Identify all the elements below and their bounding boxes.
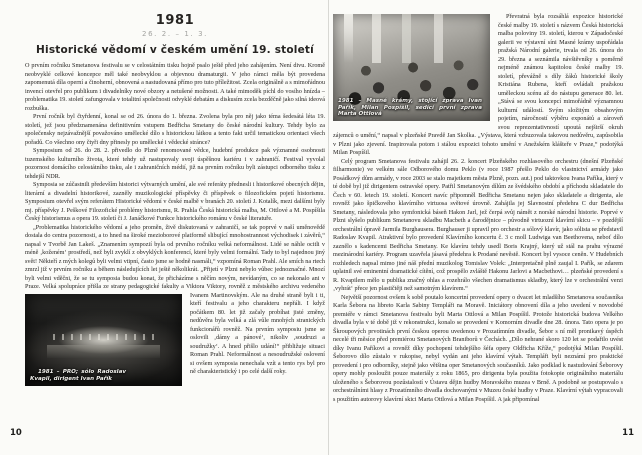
page-header xyxy=(25,13,325,56)
orchestra-concert-photo xyxy=(25,294,182,386)
photo-caption: 1981 – PRO; sólo Radoslav Kvapil, dirigent Ivan Pařík xyxy=(30,369,126,382)
page-number: 11 xyxy=(622,428,634,438)
paragraph-text: rovněž z městského archivu vedeného Ivanem Martinovským. Ale na druhé straně byli i ti, kteří festivalu a jeho charakteru nepřáli. I když počátkem 80. let již začaly probíhat jisté změny, nedůvěra byla velká a zlá vůle mnohých stranických funkcionářů rovněž. Na prvním symposiu jsme se oslovili ‚dámy a pánové‘, nikoliv ‚soudruzi a soudružky‘. A hned přišlo udání!“ přibližuje situaci Roman Prahl. Neformálnost a nesoudružské oslovení si ovšem symposia nenechala vzít a tento rys byl pro ně charakteristický i po celé další roky. xyxy=(190,283,326,375)
paragraph xyxy=(25,223,326,382)
paragraph: Největší pozornost ovšem k sobě poutalo koncertní provedení opery o dvacet let mladšího Smetanova současníka Karla Šebora na libreto Karla Sabiny Templáři na Moravě. Iniciátory obnovení díla a jeho uvedení v novodobé premiéře v rámci Smetanova festivalu byli Marta Ottlová a Milan Pospíšil. Protože historická budova Velkého divadla byla v té době již v rekonstrukci, konalo se provedení v Komorním divadle dne 28. února. Tato opera je po Škroupových prvotinách první českou operou uvedenou v Prozatímním divadle, Šebor s ní měl pronikavý úspěch necelé tři měsíce před premiérou Smetanových Braniborů v Čechách. „Dílo nehrané skoro 120 let se podařilo uvést díky Ivanu Paříkovi a rovněž díky pochopení tehdejšího šéfa opery Oldřicha Kříže,“ podotýká Milan Pospíšil. Šeborovo dílo zůstalo v rukopise, nebyl vydán ani jeho klavírní výtah. Templáři byli neznámí pro praktické provedení i pro odborníky, stejně jako většina oper Smetanových současníků. Jako podklad k nastudování Šeborovy opery mohly posloužit pouze materiály z roku 1865, pro dirigenta byla použita fotokopie originálního materiálu uloženého s Šeborovou pozůstalostí v Ústavu dějin hudby Moravského muzea v Brně. A podobně se postupovalo s orchestrálními hlasy z Prozatímního divadla dochovanými v Muzeu české hudby v Praze. Klavírní výtah vypracovali s použitím autorovy klavírní skici Marta Ottlová a Milan Pospíšil. A jak připomínal xyxy=(333,293,623,403)
paragraph: O prvním ročníku Smetanova festivalu se v celostátním tisku hojně psalo ještě před jeho zahájením. Není divu. Kromě neobvyklé celkové koncepce měl také neobvyklou a objevnou dramaturgii. V jeho rámci měla být provedena zapomenutá díla operní a činoherní, obnovená a nastudovaná přímo pro tuto příležitost. Zcela originálně a s mimořádnou invencí otevřel pro publikum i divadelníky nové obzory a netušené možnosti. A také mimoděk píchl do vosího hnízda – problematika 19. století zafungovala v totalitní společnosti odvyklé debatám a diskusím zcela bezděčně jako silná ideová rozbuška. xyxy=(25,62,325,112)
page-number: 10 xyxy=(10,428,22,438)
photo-caption: 1981 – Masné krámy, stojící zprava Ivan Pařík, Milan Pospíšil, sedící první zprava Marta Ottlová xyxy=(338,98,482,118)
date-range: 26. 2. – 1. 3. xyxy=(142,30,208,38)
paragraph: Symposia se zúčastnili především historici výtvarných umění, ale své referáty přednesli i historikové obecných dějin, literární a divadelní historikové, zazněly muzikologické příspěvky či příspěvek o filozofickém pojetí historismu. Symposium otevřel svým referátem Historické vědomí v české malbě v branách 20. století J. Kotalík, mezi dalšími byly mj. příspěvky J. Peškové Filozofické problémy historismu, R. Prahla Česká historická malba, M. Ottlové a M. Pospíšila Český historismus a opera 19. století či J. Janáčkové Funkce historického románu v české literatuře. xyxy=(25,181,325,222)
right-page-body xyxy=(333,13,623,404)
paragraph: Symposium od 26. do 28. 2. přivedlo do Plzně renomované vědce, hudební produkce pak významné osobnosti tuzemského kulturního života, které tehdy už nastupovaly svoji úspěšnou kariéru i v zahraničí. Festival vyvolal pozornost domácího celostátního tisku, ale i zahraničních médií, již na prvním ročníku byli zástupci odborného tisku z tehdejší NDR. xyxy=(25,147,325,180)
paragraph: Převratná byla rozsáhlá expozice historické české malby 19. století s názvem Česká historická malba poloviny 19. století, kterou v Západočeské galerii ve výstavní síni Masné krámy uspořádala pražská Národní galerie, trvala od 26. února do 29. března a seznámila návštěvníky s poměrně nejméně známou kapitolou české malby 19. století, převážně s díly žáků historické školy Kristiána Rubena, kteří ovládali pražskou uměleckou scénu až do nástupu generace 80. let. „Stává se svou koncepcí mimořádně významnou kulturní událostí. Svým složitým obsahovým pojetím, náročností výběru exponátů a zároveň svou reprezentativností upoutá nejširší okruh zájemců o umění,“ napsal v plzeňské Pravdě Jan Skolka. „Výstava, která vzbuzovala takovou nedůvěru, zapůsobila v Plzni jako zjevení. Inspirovala potom i stálou expozici tohoto umění v Anežském klášteře v Praze,“ podotýká Milan Pospíšil. xyxy=(333,13,623,156)
paragraph-text: „Problematika historického vědomí a jeho proměn, živě diskutovaná v zahraničí, se tak poprvé v naší uměnovědě dostala do centra pozornosti, a to hned na široké mezioborové platformě slibující mnohostrannost východisek i závěrů,“ napsal v Tvorbě Jan Lakeš. „Znamením sympozií byla od prvního ročníku velká neformálnost. Lidé se náhle ocitli v méně ‚koženém‘ prostředí, než byli zvyklí z obvyklých konferencí, které byly velmi formální. Tady to byl najednou jiný svět! Někteří z mých kolegů byli velmi vtipní, často jsme se hodně nasmáli,“ vzpomíná Roman Prahl. Ale smích na rtech zmrzl již v prvním ročníku a během následujících let ještě několikrát. „Přijetí v Plzni nebylo vůbec jednoznačné. Mnozí byli velmi vděčni, že se tu symposia budou konat, že přicházíme s něčím novým, nevídaným, co se nekonalo ani v Praze. Velká spolupráce přišla ze strany pedagogické fakulty a Viktora Viktory, xyxy=(25,223,325,290)
paragraph: První ročník byl čtyřdenní, konal se od 26. února do 1. března. Zvolena byla pro něj jako téma šedesátá léta 19. století, jež jsou předznamenána definitivním vstupem Bedřicha Smetany do české národní kultury. Tehdy bylo za společensky nejzávažnější považováno umělecké dílo s historickou látkou a tento fakt určil tematickou orientaci všech pořadů. Co všechno ony čtyři dny přinesly po umělecké i vědecké stránce? xyxy=(25,113,325,146)
left-page-body xyxy=(25,62,325,387)
paragraph: Celý program Smetanova festivalu zahájil 26. 2. koncert Plzeňského rozhlasového orchestru (dnešní Plzeňské filharmonie) ve velkém sále Odborového domu Peklo (v roce 1987 přešlo Peklo do vlastnictví armády jako Posádkový dům armády, v roce 2003 se stalo majetkem města Plzně, pozn. aut.) pod taktovkou Ivana Paříka, který v té době byl již dirigentem ostravské opery. Patřil Smetanovým dílům ze švédského období a příchodu skladatele do Čech v 60. letech 19. století. Koncert navíc připomněl Bedřicha Smetanu nejen jako skladatele a dirigenta, ale rovněž jako špičkového klavírního virtuosa světové úrovně. Zahájila jej Slavnostní předehra C dur Bedřicha Smetany, následovala jeho symfonická báseň Hakon Jarl, jež čerpá svůj námět z norské národní historie. Poprvé v Plzni slyšelo publikum Smetanovu skladbu Macbeth a čarodějnice – původně virtuozní klavírní skicu – v pozdější orchestrální úpravě Jarmila Burghausera. Burghauser ji upravil pro orchestr a sólový klavír, jako sólista se představil Radoslav Kvapil. Atraktivní bylo provedení Klavírního koncertu č. 3 c moll Ludwiga van Beethovena, neboť dílo zaznělo s kadencemi Bedřicha Smetany. Ke klavíru tehdy usedl Boris Krajný, který už stál na prahu výrazné mezinárodní kariéry. Program uzavřela jásavá předehra k Prodané nevěstě. Koncert byl vysoce ceněn. V Hudebních rozhledech napsal mimo jiné náš přední muzikolog Tomislav Volek: „Interpretačně plně zaujal I. Pařík, se zdarem uplatnil své eminentní dramatické cítění, což prospělo zvláště Hakonu Jarlovi a Macbethovi… plzeňské provedení s R. Kvapilem mělo u publika značný ohlas a rozehrálo všechen dramatismus skladby, který lze v orchestrální verzi ‚vyhrát‘ přece jen plastičtěji než samotným klavírem.“ xyxy=(333,157,623,292)
chapter-heading: Historické vědomí v českém umění 19. století xyxy=(36,44,314,56)
year-title: 1981 xyxy=(155,13,195,28)
right-page xyxy=(329,0,642,455)
audience-photo xyxy=(333,14,490,121)
